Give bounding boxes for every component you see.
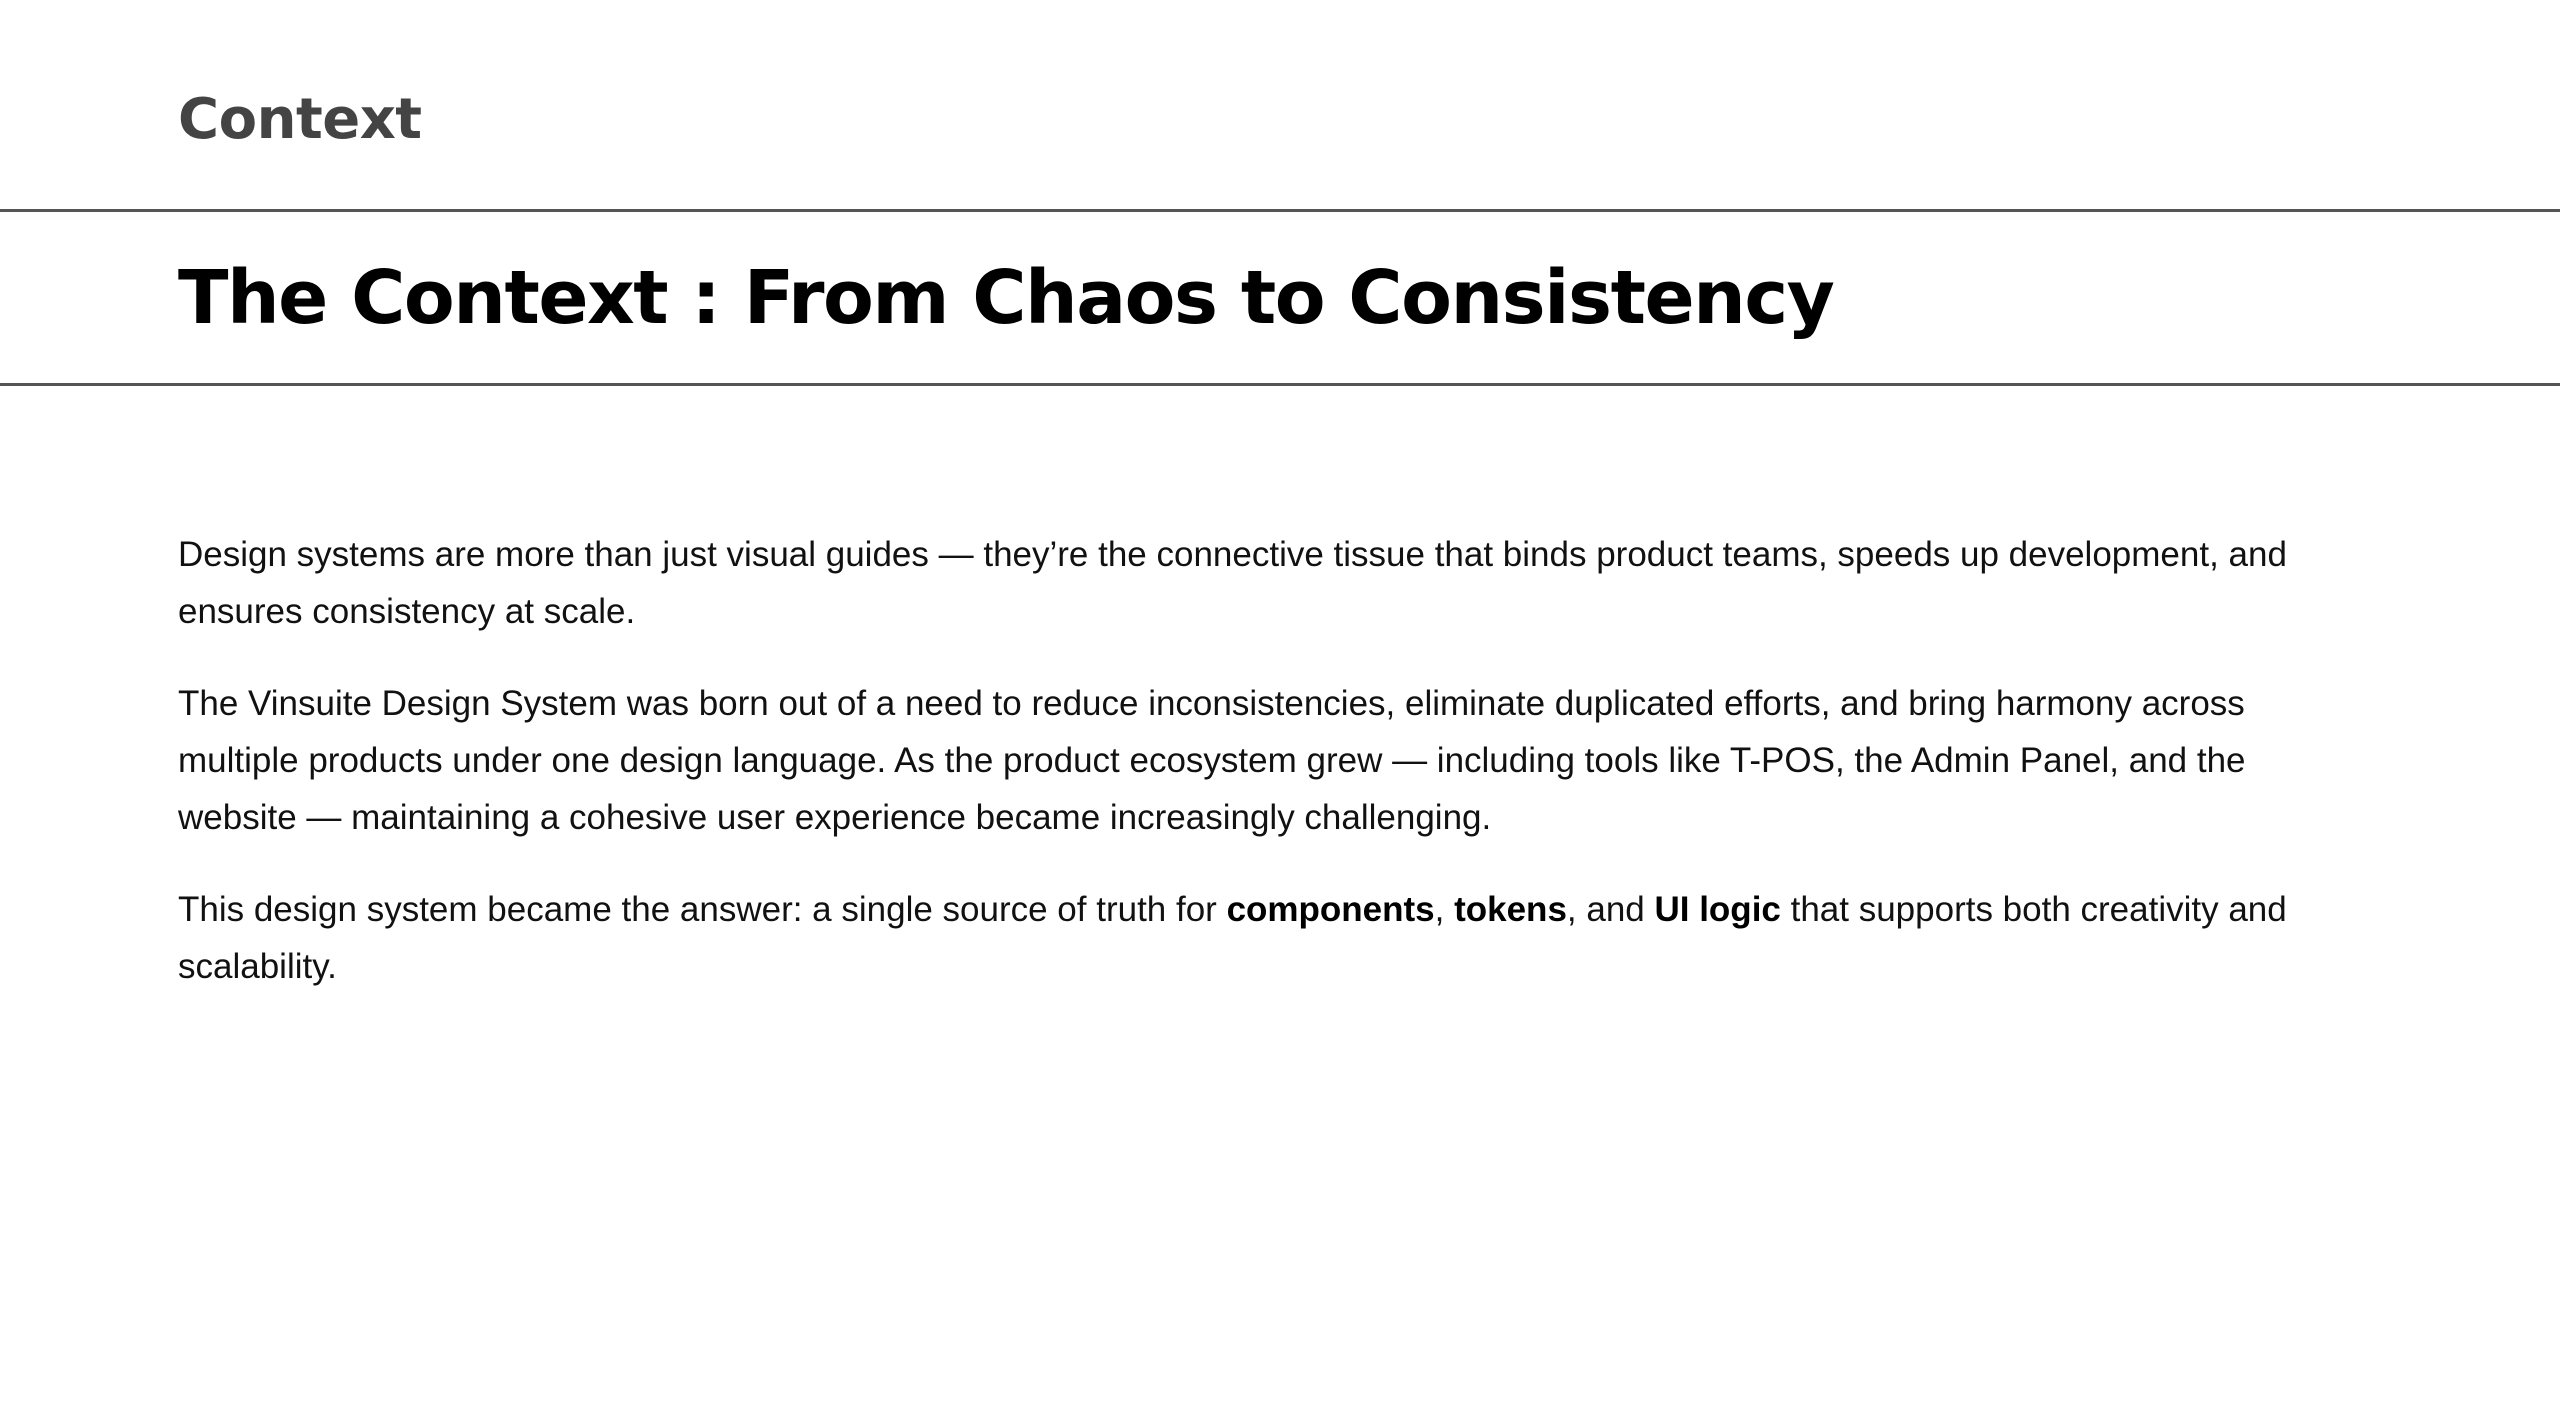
term-tokens: tokens [1454, 890, 1567, 929]
body-content [178, 526, 2358, 1030]
page-title: The Context : From Chaos to Consistency [178, 255, 1834, 341]
paragraph-answer-outro: that supports both creativity and scalability. [178, 890, 2287, 986]
term-components: components [1226, 890, 1435, 929]
bottom-divider [0, 383, 2560, 386]
separator-2: , and [1566, 890, 1655, 929]
top-divider [0, 209, 2560, 212]
paragraph-answer-intro: This design system became the answer: a single source of truth for [178, 890, 1227, 929]
paragraph-answer [178, 881, 2358, 995]
term-ui-logic: UI logic [1654, 890, 1781, 929]
paragraph-intro: Design systems are more than just visual guides — they’re the connective tissue that binds product teams, speeds up development, and ensures consistency at scale. [178, 535, 2287, 631]
separator-1: , [1434, 890, 1455, 929]
paragraph-origin: The Vinsuite Design System was born out of a need to reduce inconsistencies, eliminate duplicated efforts, and bring harmony across multiple products under one design language. As the product ecosystem grew — including tools like T-POS, the Admin Panel, and the website — maintaining a cohesive user experience became increasingly challenging. [178, 684, 2246, 837]
section-label: Context [178, 87, 422, 152]
